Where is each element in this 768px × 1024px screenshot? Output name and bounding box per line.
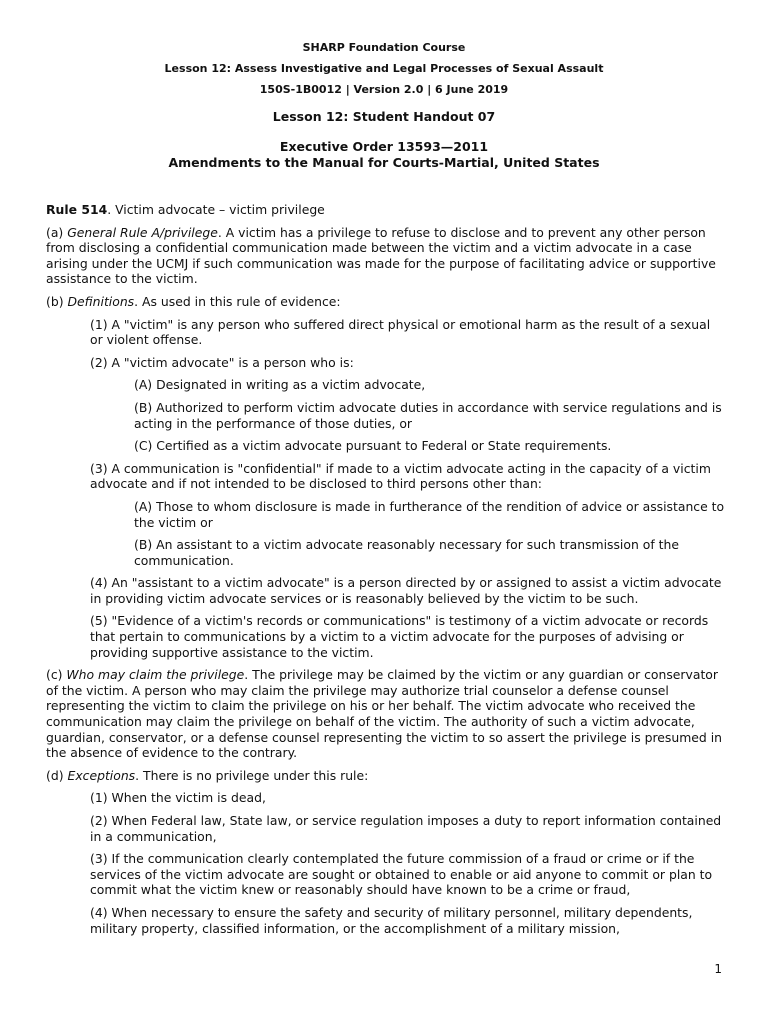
section-d-heading: Exceptions [67, 767, 136, 783]
rule-heading [46, 202, 726, 218]
section-b-item-3b: (B) An assistant to a victim advocate reasonably necessary for such transmission of the communication. [134, 537, 679, 568]
document-body [46, 202, 726, 936]
section-b-heading: Definitions [67, 293, 135, 309]
section-b-item-5: (5) "Evidence of a victim's records or communications" is testimony of a victim advocate or records that pertain to communications by a victim to a victim advocate for the purposes of advising or providing supportive assistance to the victim. [90, 613, 709, 660]
section-d-item-2: (2) When Federal law, State law, or service regulation imposes a duty to report information contained in a communication, [90, 813, 722, 844]
section-b [46, 294, 726, 310]
handout-title: Lesson 12: Student Handout 07 [272, 109, 496, 124]
section-d-item-4: (4) When necessary to ensure the safety and security of military personnel, military dependents, military property, classified information, or the accomplishment of a military mission, [90, 904, 693, 936]
section-c-heading: Who may claim the privilege [66, 667, 245, 683]
section-b-item-3a: (A) Those to whom disclosure is made in furtherance of the rendition of advice or assistance to the victim or [134, 498, 725, 530]
section-b-item-3: (3) A communication is "confidential" if made to a victim advocate acting in the capacity of a victim advocate and if not intended to be disclosed to third persons other than: [90, 460, 711, 492]
section-a [46, 225, 726, 287]
rule-label: Rule 514 [46, 202, 108, 217]
amendments-title: Amendments to the Manual for Courts-Martial, United States [168, 155, 600, 170]
section-d-item-1: (1) When the victim is dead, [90, 790, 266, 806]
course-title: SHARP Foundation Course [302, 41, 466, 54]
version-line: 150S-1B0012 | Version 2.0 | 6 June 2019 [259, 83, 509, 96]
section-b-item-2: (2) A "victim advocate" is a person who is: [90, 354, 354, 370]
section-a-prefix: (a) [46, 224, 68, 240]
section-c-text: . The privilege may be claimed by the victim or any guardian or conservator of the victim. A person who may claim the privilege may authorize trial counselor a defense counsel representing the victim to claim the privilege on his or her behalf. The victim advocate who received the communication may claim the privilege on behalf of the victim. The authority of such a victim advocate, guardian, conservator, or a defense counsel representing the victim to so assert the privilege is presumed in the absence of evidence to the contrary. [46, 667, 722, 761]
section-b-text: . As used in this rule of evidence: [134, 293, 341, 309]
section-b-item-1: (1) A "victim" is any person who suffered direct physical or emotional harm as the result of a sexual or violent offense. [90, 316, 711, 348]
section-b-item-2b: (B) Authorized to perform victim advocate duties in accordance with service regulations and is acting in the performance of those duties, or [134, 399, 722, 431]
section-b-prefix: (b) [46, 293, 68, 309]
section-c [46, 667, 726, 761]
section-d-text: . There is no privilege under this rule: [135, 767, 369, 783]
section-b-item-2a: (A) Designated in writing as a victim advocate, [134, 377, 426, 393]
section-a-text: . A victim has a privilege to refuse to disclose and to prevent any other person from disclosing a confidential communication made between the victim and a victim advocate in a case arising under the UCMJ if such communication was made for the purpose of facilitating advice or supportive assistance to the victim. [46, 224, 716, 287]
lesson-title: Lesson 12: Assess Investigative and Legal Processes of Sexual Assault [164, 62, 604, 75]
rule-title: . Victim advocate – victim privilege [107, 202, 325, 217]
section-a-heading: General Rule A/privilege [67, 224, 218, 240]
executive-order-title: Executive Order 13593—2011 [279, 139, 489, 154]
section-b-item-2c: (C) Certified as a victim advocate pursuant to Federal or State requirements. [134, 438, 612, 454]
section-d-prefix: (d) [46, 767, 68, 783]
section-d-item-3: (3) If the communication clearly contemplated the future commission of a fraud or crime or if the services of the victim advocate are sought or obtained to enable or aid anyone to commit or plan to commit what the victim knew or reasonably should have known to be a crime or fraud, [90, 851, 713, 898]
section-c-prefix: (c) [46, 667, 67, 683]
section-d [46, 768, 726, 784]
section-b-item-4: (4) An "assistant to a victim advocate" is a person directed by or assigned to assist a victim advocate in providing victim advocate services or is reasonably believed by the victim to be such. [90, 575, 722, 606]
page-number: 1 [714, 962, 722, 976]
